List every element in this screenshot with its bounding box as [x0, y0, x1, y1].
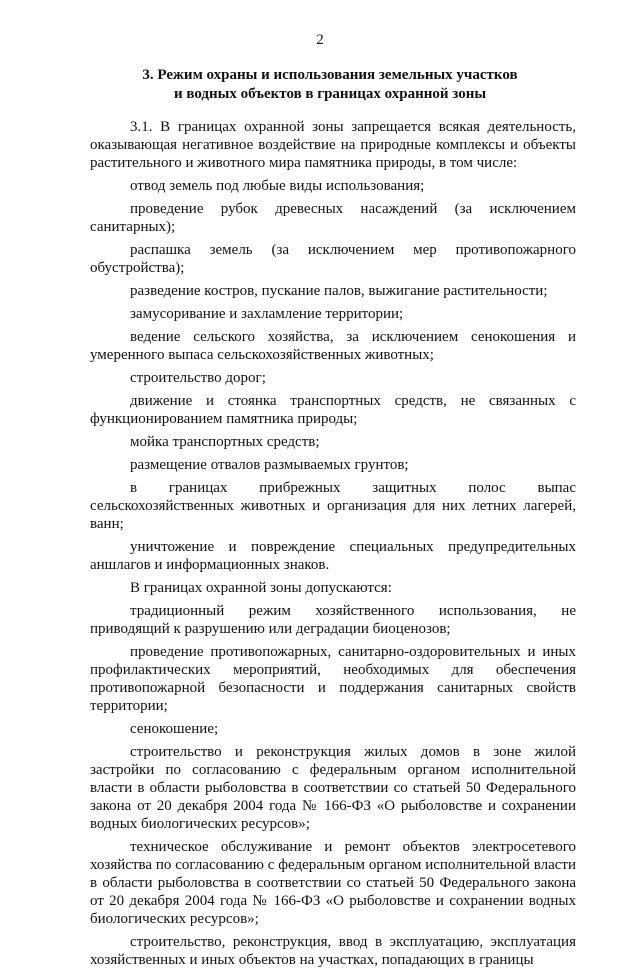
paragraph: в границах прибрежных защитных полос выпас сельскохозяйственных животных и организация для них летних лагерей, ванн;	[90, 480, 576, 532]
paragraph: размещение отвалов размываемых грунтов;	[130, 457, 409, 473]
paragraph: уничтожение и повреждение специальных предупредительных аншлагов и информационных знаков.	[90, 539, 576, 573]
paragraph: мойка транспортных средств;	[130, 434, 320, 450]
paragraph: замусоривание и захламление территории;	[130, 306, 404, 322]
section-heading	[90, 66, 570, 104]
paragraph: разведение костров, пускание палов, выжигание растительности;	[130, 283, 548, 299]
paragraph: движение и стоянка транспортных средств, не связанных с функционированием памятника природы;	[90, 393, 576, 427]
section-heading-line-2: и водных объектов в границах охранной зоны	[173, 86, 487, 102]
paragraph: строительство, реконструкция, ввод в эксплуатацию, эксплуатация хозяйственных и иных объектов на участках, попадающих в границы	[90, 934, 576, 968]
document-body	[90, 118, 576, 969]
paragraph: традиционный режим хозяйственного использования, не приводящий к разрушению или деградации биоценозов;	[90, 603, 576, 637]
paragraph: распашка земель (за исключением мер противопожарного обустройства);	[90, 242, 576, 276]
paragraph-3-1-intro: 3.1. В границах охранной зоны запрещается всякая деятельность, оказывающая негативное воздействие на природные комплексы и объекты растительного и животного мира памятника природы, в том числе:	[90, 119, 576, 171]
paragraph-allowed-intro: В границах охранной зоны допускаются:	[130, 580, 392, 596]
section-heading-line-1: 3. Режим охраны и использования земельных участков	[142, 67, 518, 83]
paragraph: проведение противопожарных, санитарно-оздоровительных и иных профилактических мероприятий, необходимых для обеспечения противопожарной безопасности и поддержания санитарных свойств территории;	[90, 644, 576, 714]
paragraph: проведение рубок древесных насаждений (за исключением санитарных);	[90, 201, 576, 235]
paragraph: строительство дорог;	[130, 370, 266, 386]
paragraph: техническое обслуживание и ремонт объектов электросетевого хозяйства по согласованию с федеральным органом исполнительной власти в области рыболовства в соответствии со статьей 50 Федерального закона от 20 декабря 2004 года № 166-ФЗ «О рыболовстве и сохранении водных биологических ресурсов»;	[90, 839, 576, 927]
paragraph: сенокошение;	[130, 721, 219, 737]
paragraph: отвод земель под любые виды использования;	[130, 178, 425, 194]
paragraph: строительство и реконструкция жилых домов в зоне жилой застройки по согласованию с федеральным органом исполнительной власти в области рыболовства в соответствии со статьей 50 Федерального закона от 20 декабря 2004 года № 166-ФЗ «О рыболовстве и сохранении водных биологических ресурсов»;	[90, 744, 576, 832]
page-number: 2	[316, 32, 324, 48]
paragraph: ведение сельского хозяйства, за исключением сенокошения и умеренного выпаса сельскохозяйственных животных;	[90, 329, 576, 363]
